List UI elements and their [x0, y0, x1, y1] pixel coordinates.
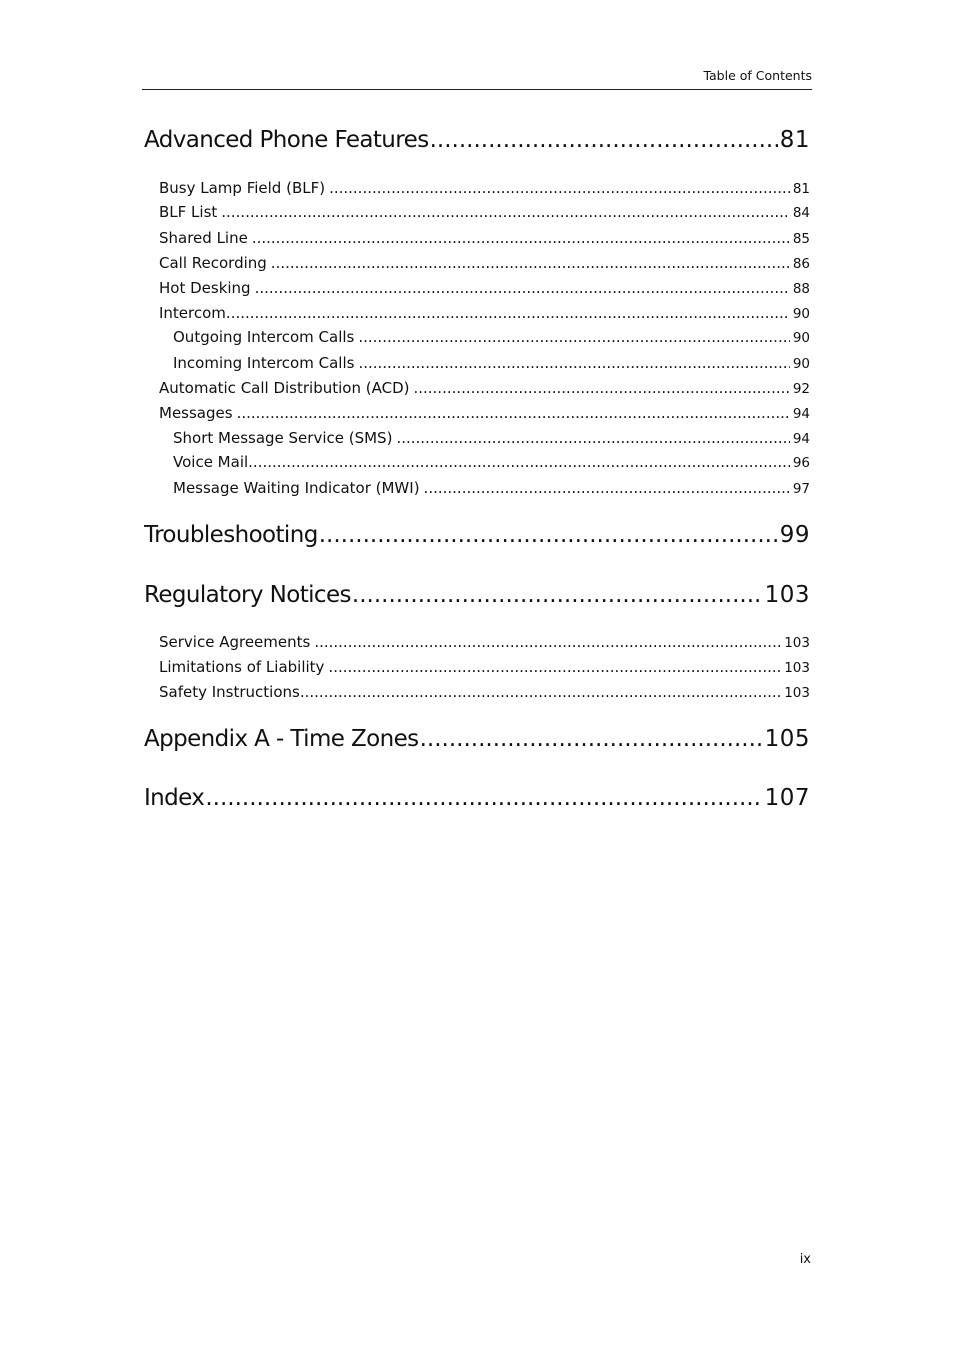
toc-section[interactable] — [159, 304, 810, 322]
toc-entry-page: 90 — [792, 356, 810, 372]
toc-leader-dots — [413, 379, 789, 397]
toc-subsection[interactable] — [173, 429, 810, 447]
toc-leader-dots — [221, 203, 790, 221]
toc-entry-title: Troubleshooting — [144, 522, 318, 548]
toc-entry-page: 96 — [792, 455, 810, 471]
toc-entry-page: 94 — [792, 406, 810, 422]
toc-entry-page: 92 — [792, 381, 810, 397]
toc-entry-title: Call Recording — [159, 254, 267, 272]
toc-entry-title: Busy Lamp Field (BLF) — [159, 179, 326, 197]
toc-entry-page: 103 — [784, 685, 810, 701]
toc-entry-page: 88 — [792, 281, 810, 297]
toc-leader-dots — [358, 328, 789, 346]
toc-entry-page: 105 — [764, 726, 810, 752]
toc-entry-page: 94 — [792, 431, 810, 447]
toc-entry-page: 81 — [779, 127, 810, 153]
toc-leader-dots — [319, 522, 778, 548]
toc-entry-page: 85 — [792, 231, 810, 247]
toc-entry-page: 81 — [792, 181, 810, 197]
toc-entry-title: Intercom — [159, 304, 226, 322]
toc-section[interactable] — [159, 279, 810, 297]
toc-subsection[interactable] — [173, 354, 810, 372]
toc-leader-dots — [352, 582, 763, 608]
toc-section[interactable] — [159, 229, 810, 247]
toc-leader-dots — [255, 279, 790, 297]
toc-leader-dots — [328, 658, 781, 676]
toc-entry-title: Advanced Phone Features — [144, 127, 429, 153]
toc-subsection[interactable] — [173, 328, 810, 346]
toc-entry-title: BLF List — [159, 203, 218, 221]
toc-chapter[interactable] — [144, 522, 810, 548]
toc-entry-page: 90 — [792, 330, 810, 346]
toc-section[interactable] — [159, 379, 810, 397]
toc-leader-dots — [329, 179, 790, 197]
toc-leader-dots — [226, 304, 790, 322]
toc-entry-title: Safety Instructions — [159, 683, 300, 701]
page-number: ix — [799, 1252, 811, 1267]
toc-entry-page: 86 — [792, 256, 810, 272]
toc-section[interactable] — [159, 203, 810, 221]
toc-leader-dots — [430, 127, 778, 153]
toc-subsection[interactable] — [173, 453, 810, 471]
toc-entry-title: Limitations of Liability — [159, 658, 325, 676]
toc-section[interactable] — [159, 633, 810, 651]
toc-section[interactable] — [159, 404, 810, 422]
toc-entry-title: Short Message Service (SMS) — [173, 429, 393, 447]
toc-chapter[interactable] — [144, 785, 810, 811]
toc-entry-page: 107 — [764, 785, 810, 811]
running-header — [142, 67, 812, 90]
header-title: Table of Contents — [703, 68, 812, 83]
toc-entry-page: 99 — [779, 522, 810, 548]
toc-entry-title: Outgoing Intercom Calls — [173, 328, 355, 346]
toc-entry-page: 103 — [764, 582, 810, 608]
toc-section[interactable] — [159, 254, 810, 272]
toc-leader-dots — [237, 404, 790, 422]
toc-entry-title: Hot Desking — [159, 279, 251, 297]
toc-entry-page: 90 — [792, 306, 810, 322]
toc-entry-title: Incoming Intercom Calls — [173, 354, 355, 372]
toc-entry-title: Automatic Call Distribution (ACD) — [159, 379, 410, 397]
toc-entry-title: Index — [144, 785, 205, 811]
toc-leader-dots — [300, 683, 781, 701]
toc-section[interactable] — [159, 683, 810, 701]
toc-entry-title: Service Agreements — [159, 633, 311, 651]
toc-leader-dots — [396, 429, 789, 447]
toc-entry-title: Shared Line — [159, 229, 248, 247]
toc-entry-title: Message Waiting Indicator (MWI) — [173, 479, 420, 497]
toc-leader-dots — [205, 785, 762, 811]
toc-leader-dots — [248, 453, 790, 471]
toc-chapter[interactable] — [144, 726, 810, 752]
toc-entry-page: 103 — [784, 635, 810, 651]
toc-leader-dots — [358, 354, 789, 372]
toc-entry-title: Appendix A - Time Zones — [144, 726, 419, 752]
toc-leader-dots — [252, 229, 790, 247]
toc-entry-page: 84 — [792, 205, 810, 221]
toc-leader-dots — [314, 633, 781, 651]
toc-entry-title: Voice Mail — [173, 453, 249, 471]
toc-entry-title: Regulatory Notices — [144, 582, 351, 608]
toc-section[interactable] — [159, 179, 810, 197]
toc-entry-title: Messages — [159, 404, 233, 422]
toc-leader-dots — [424, 479, 790, 497]
toc-entry-page: 103 — [784, 660, 810, 676]
toc-section[interactable] — [159, 658, 810, 676]
toc-leader-dots — [271, 254, 790, 272]
toc-entry-page: 97 — [792, 481, 810, 497]
toc-leader-dots — [420, 726, 763, 752]
toc-subsection[interactable] — [173, 479, 810, 497]
toc-chapter[interactable] — [144, 127, 810, 153]
toc-chapter[interactable] — [144, 582, 810, 608]
